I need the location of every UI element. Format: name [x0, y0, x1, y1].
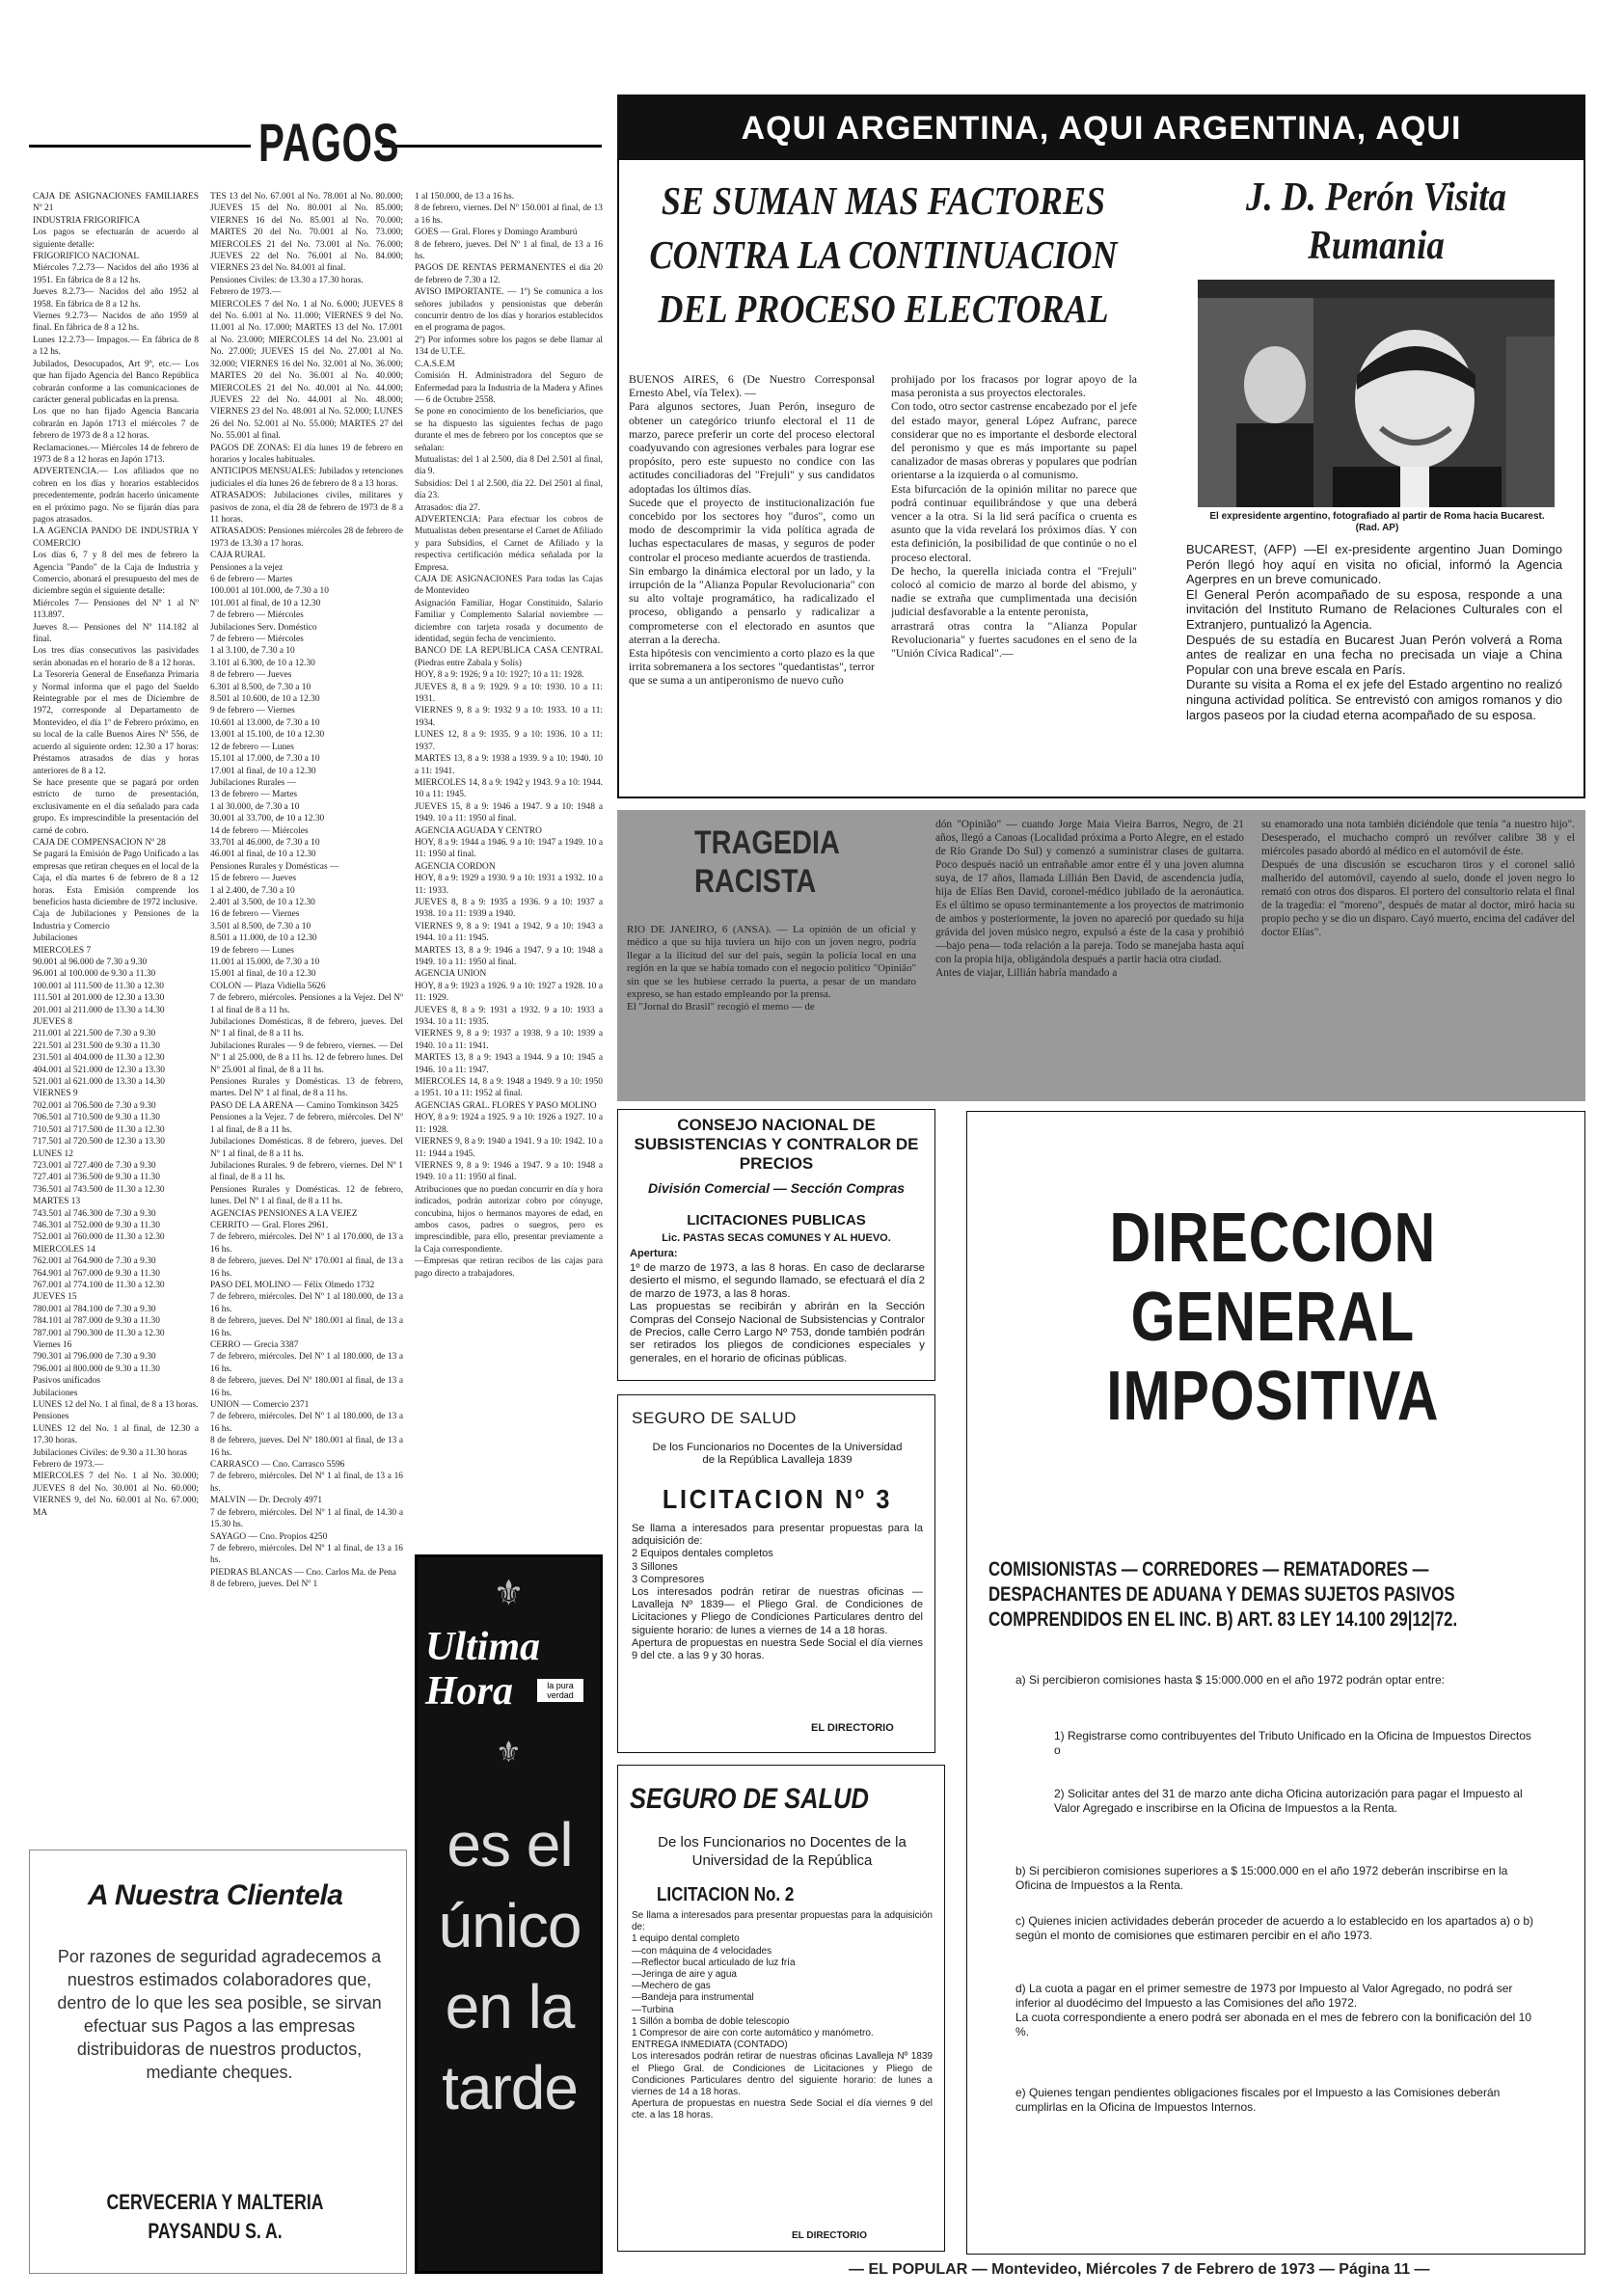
pagos-rule-left: [29, 145, 251, 148]
seguro2-lic: LICITACION No. 2: [657, 1884, 795, 1905]
seguro-salud-notice-2: [617, 1765, 945, 2252]
pagos-column-2: TES 13 del No. 67.001 al No. 78.001 al No. 80.000; JUEVES 15 del No. 80.001 al No. 85.000; VIERNES 16 del No. 85.001 al No. 70.000; MARTES 20 del No. 70.001 al No. 73.000; MIERCOLES 21 del No. 73.001 al No. 76.000; JUEVES 22 del No. 76.001 al No. 84.000; VIERNES 23 del No. 84.001 al final. Pensiones Civiles: de 13.30 a 17.30 horas. Febrero de 1973.— MIERCOLES 7 del No. 1 al No. 6.000; JUEVES 8 del No. 6.001 al No. 11.000; VIERNES 9 del No. 11.001 al No. 17.000; MARTES 13 del No. 17.001 al No. 23.000; MIERCOLES 14 del No. 23.001 al No. 27.000; JUEVES 15 del No. 27.001 al No. 32.000; VIERNES 16 del No. 32.001 al No. 36.000; MARTES 20 del No. 36.001 al No. 40.000; MIERCOLES 21 del No. 40.001 al No. 44.000; JUEVES 22 del No. 44.001 al No. 48.000; VIERNES 23 del No. 48.001 al No. 52.000; LUNES 26 del No. 52.001 al No. 55.000; MARTES 27 del No. 55.001 al final. PAGOS DE ZONAS: El día lunes 19 de febrero en horarios y locales habituales. ANTICIPOS MENSUALES: Jubilados y retenciones judiciales el día lunes 26 de febrero de 8 a 13 horas. ATRASADOS: Jubilaciones civiles, militares y pasivos de zona, el día 28 de febrero de 1973 de 8 a 11 horas. ATRASADOS: Pensiones miércoles 28 de febrero de 1973 de 13.30 a 17 horas. CAJA RURAL Pensiones a la vejez 6 de febrero — Martes 100.001 al 101.000, de 7.30 a 10 101.001 al final, de 10 a 12.30 7 de febrero — Miércoles Jubilaciones Serv. Doméstico 7 de febrero — Miércoles 1 al 3.100, de 7.30 a 10 3.101 al 6.300, de 10 a 12.30 8 de febrero — Jueves 6.301 al 8.500, de 7.30 a 10 8.501 al 10.600, de 10 a 12.30 9 de febrero — Viernes 10.601 al 13.000, de 7.30 a 10 13.001 al 15.100, de 10 a 12.30 12 de febrero — Lunes 15.101 al 17.000, de 7.30 a 10 17.001 al final, de 10 a 12.30 Jubilaciones Rurales — 13 de febrero — Martes 1 al 30.000, de 7.30 a 10 30.001 al 33.700, de 10 a 12.30 14 de febrero — Miércoles 33.701 al 46.000, de 7.30 a 10 46.001 al final, de 10 a 12.30 Pensiones Rurales y Domésticas — 15 de febrero — Jueves 1 al 2.400, de 7.30 a 10 2.401 al 3.500, de 10 a 12.30 16 de febrero — Viernes 3.501 al 8.500, de 7.30 a 10 8.501 a 11.000, de 10 a 12.30 19 de febrero — Lunes 11.001 al 15.000, de 7.30 a 10 15.001 al final, de 10 a 12.30 COLON — Plaza Vidiella 5626 7 de febrero, miércoles. Pensiones a la Vejez. Del Nº 1 al final de 8 a 11 hs. Jubilaciones Domésticas, 8 de febrero, jueves. Del Nº 1 al final, de 8 a 11 hs. Jubilaciones Rurales — 9 de febrero, viernes. — Del Nº 1 al 25.000, de 8 a 11 hs. 12 de febrero lunes. Del Nº 25.001 al final, de 8 a 11 hs. Pensiones Rurales y Domésticas. 13 de febrero, martes. Del Nº 1 al final, de 8 a 11 hs. PASO DE LA ARENA — Camino Tomkinson 3425 Pensiones a la Vejez. 7 de febrero, miércoles. Del Nº 1 al final, de 8 a 11 hs. Jubilaciones Domésticas. 8 de febrero, jueves. Del Nº 1 al final, de 8 a 11 hs. Jubilaciones Rurales. 9 de febrero, viernes. Del Nº 1 al final, de 8 a 11 hs. Pensiones Rurales y Domésticas. 12 de febrero, lunes. Del Nº 1 al final, de 8 a 11 hs. AGENCIAS PENSIONES A LA VEJEZ CERRITO — Gral. Flores 2961. 7 de febrero, miércoles. Del Nº 1 al 170.000, de 13 a 16 hs. 8 de febrero, jueves. Del Nº 170.001 al final, de 13 a 16 hs. PASO DEL MOLINO — Félix Olmedo 1732 7 de febrero, miércoles. Del Nº 1 al 180.000, de 13 a 16 hs. 8 de febrero, jueves. Del Nº 180.001 al final, de 13 a 16 hs. CERRO — Grecia 3387 7 de febrero, miércoles. Del Nº 1 al 180.000, de 13 a 16 hs. 8 de febrero, jueves. Del Nº 180.001 al final, de 13 a 16 hs. UNION — Comercio 2371 7 de febrero, miércoles. Del Nº 1 al 180.000, de 13 a 16 hs. 8 de febrero, jueves. Del Nº 180.001 al final, de 13 a 16 hs. CARRASCO — Cno. Carrasco 5596 7 de febrero, miércoles. Del Nº 1 al final, de 13 a 16 hs. MALVIN — Dr. Decroly 4971 7 de febrero, miércoles. Del Nº 1 al final, de 14.30 a 15.30 hs. SAYAGO — Cno. Propios 4250 7 de febrero, miércoles. Del Nº 1 al final, de 13 a 16 hs. PIEDRAS BLANCAS — Cno. Carlos Ma. de Pena 8 de febrero, jueves. Del Nº 1: [210, 192, 403, 1590]
aqui-column-a: BUENOS AIRES, 6 (De Nuestro Corresponsal Ernesto Abel, vía Telex). — Para algunos sectores, Juan Perón, inseguro de obtener un categórico triunfo electoral el 11 de marzo, parece preferir un corte del proceso electoral coadyuvando con agresiones verbales para lograr ese propósito, pero este supuesto no condice con las actitudes conciliadoras del "Frejuli" y sus candidatos adoptadas los últimos días. Sucede que el proyecto de institucionalización fue concebido por los sectores hoy "duros", como un modo de descomprimir la vida política agrada de luchas espectaculares de masas, y seguros de poder controlar el proceso mediante acuerdos de trastienda. Sin embargo la dinámica electoral por un lado, y la irrupción de la "Alianza Popular Revolucionaria" con su alto voltaje programático, ha radicalizado el proceso, obligando a pensarlo y radicalizar a comprometerse con el electorado en asuntos que aterran a la derecha. Esta hipótesis con vencimiento a corto plazo es la que irrita sobremanera a los sectores "quedantistas", terror que se suma a un antiperonismo de nuevo cuño: [629, 372, 875, 688]
seguro2-sign: EL DIRECTORIO: [792, 2230, 867, 2241]
seguro1-lic: LICITACION Nº 3: [662, 1484, 893, 1514]
peron-photo: [1198, 280, 1555, 507]
peron-headline: J. D. Perón Visita Rumania: [1245, 176, 1507, 268]
consejo-division: División Comercial — Sección Compras: [647, 1180, 906, 1196]
clientela-body: Por razones de seguridad agradecemos a nuestros estimados colaboradores que, dentro de lo que les sea posible, se sirvan efectuar sus Pagos a las empresas distribuidoras de nuestros productos, mediante cheques.: [57, 1947, 382, 2082]
consejo-licitaciones: LICITACIONES PUBLICAS: [687, 1212, 866, 1229]
tragedia-title: TRAGEDIA RACISTA: [694, 824, 839, 900]
peron-photo-image: [1198, 298, 1555, 507]
dgi-item-b: b) Si percibieron comisiones superiores a $ 15:000.000 en el año 1972 deberán inscribirse en la Oficina de Impuestos a la Renta.: [1015, 1864, 1508, 1892]
ornament-icon: ⚜: [493, 1574, 525, 1613]
dgi-notice: [966, 1111, 1585, 2255]
aqui-banner: AQUI ARGENTINA, AQUI ARGENTINA, AQUI: [619, 96, 1583, 160]
dgi-item-d: d) La cuota a pagar en el primer semestre de 1973 por Impuesto al Valor Agregado, no podrá ser inferior al duodécimo del Impuesto a las Comisiones del año 1972. La cuota correspondiente a enero podrá ser abonada en el mes de febrero con la bonificación del 10 %.: [1015, 1982, 1532, 2039]
tragedia-column-a: RIO DE JANEIRO, 6 (ANSA). — La opinión de un oficial y médico a que su hija tuviera un hijo con un joven negro, podría llegar a la ilicitud del sur del país, según la policía local en una región en la que se había tomado con el negocio político "Opinião" sin que se les hubiese cerrado la puerta, a pesar de un mandato expreso, se han estado empleando por la prensa. El "Jornal do Brasil" recogió el memo — de: [627, 924, 916, 1013]
aqui-column-b: prohijado por los fracasos por lograr apoyo de la masa peronista a sus proyectos electorales. Con todo, otro sector castrense encabezado por el jefe del estado mayor, general López Aufranc, parece considerar que no es importante el desborde electoral del peronismo y que es más importante su papel canalizador de masas obreras y populares que podrían orientarse a la izquierda o al comunismo. Esta bifurcación de la opinión militar no parece que podrá continuar equilibrándose y que una deberá vencer a la otra. Si la lid será pacífica o cruenta es asunto que la vida revelará los próximos días. Y con esta definición, la posibilidad de que continúe o no el proceso electoral. De hecho, la querella iniciada contra el "Frejuli" colocó al comicio de marzo al borde del abismo, y nadie se extraña que cumplimentada una decisión judicial desfavorable a la entente peronista, arrastrará otras contra la "Alianza Popular Revolucionaria" y fuertes sacudones en el seno de la "Unión Cívica Radical".—: [891, 372, 1137, 661]
tragedia-section: [617, 810, 1585, 1101]
ornament-icon-2: ⚜: [496, 1736, 522, 1769]
tragedia-column-c: su enamorado una nota también diciéndole que tenía "a nuestro hijo". Desesperado, el muchacho compró un revólver calibre 38 y el miércoles pasado abordó al médico en el automóvil de éste. Después de una discusión se escucharon tiros y el coronel salió malherido del automóvil, cayendo al suelo, donde el joven negro lo remató con otros dos disparos. El portero del consultorio relata el final de la tragedia: el "moreno", después de matar al doctor, miró hacia su propio pecho y se dio un disparo. Cayó muerto, encima del cadáver del doctor Elías".: [1261, 819, 1575, 938]
dgi-title: DIRECCION GENERAL IMPOSITIVA: [1106, 1200, 1440, 1435]
ultima-hora-slogan: es el único en la tarde: [438, 1810, 582, 2122]
seguro1-sign: EL DIRECTORIO: [811, 1722, 894, 1734]
pagos-column-3: 1 al 150.000, de 13 a 16 hs. 8 de febrero, viernes. Del Nº 150.001 al final, de 13 a 16 hs. GOES — Gral. Flores y Domingo Aramburú 8 de febrero, jueves. Del Nº 1 al final, de 13 a 16 hs. PAGOS DE RENTAS PERMANENTES el día 20 de febrero de 7.30 a 12. AVISO IMPORTANTE. — 1º) Se comunica a los señores jubilados y pensionistas que deberán concurrir dentro de los días y horarios establecidos en el programa de pagos. 2º) Por informes sobre los pagos se debe llamar al 134 de U.T.E. C.A.S.E.M Comisión H. Administradora del Seguro de Enfermedad para la Industria de la Madera y Afines — 6 de Octubre 2558. Se pone en conocimiento de los beneficiarios, que se ha dispuesto las siguientes fechas de pago durante el mes de febrero por los conceptos que se señalan: Mutualistas: del 1 al 2.500, día 8 Del 2.501 al final, día 9. Subsidios: Del 1 al 2.500, día 22. Del 2501 al final, día 23. Atrasados: día 27. ADVERTENCIA: Para efectuar los cobros de Mutualistas deben presentarse el Carnet de Afiliado y para Subsidios, el Carnet de Afiliado y la respectiva certificación médica señalada por la Empresa. CAJA DE ASIGNACIONES Para todas las Cajas de Montevideo Asignación Familiar, Hogar Constituido, Salario Familiar y Complemento Salarial noviembre — diciembre con tarjeta rosada y documento de identidad, según fecha de vencimiento. BANCO DE LA REPUBLICA CASA CENTRAL (Piedras entre Zabala y Solís) HOY, 8 a 9: 1926; 9 a 10: 1927; 10 a 11: 1928. JUEVES 8, 8 a 9: 1929. 9 a 10: 1930. 10 a 11: 1931. VIERNES 9, 8 a 9: 1932 9 a 10: 1933. 10 a 11: 1934. LUNES 12, 8 a 9: 1935. 9 a 10: 1936. 10 a 11: 1937. MARTES 13, 8 a 9: 1938 a 1939. 9 a 10: 1940. 10 a 11: 1941. MIERCOLES 14, 8 a 9: 1942 y 1943. 9 a 10: 1944. 10 a 11: 1945. JUEVES 15, 8 a 9: 1946 a 1947. 9 a 10: 1948 a 1949. 10 a 11: 1950 al final. AGENCIA AGUADA Y CENTRO HOY, 8 a 9: 1944 a 1946. 9 a 10: 1947 a 1949. 10 a 11: 1950 al final. AGENCIA CORDON HOY, 8 a 9: 1929 a 1930. 9 a 10: 1931 a 1932. 10 a 11: 1933. JUEVES 8, 8 a 9: 1935 a 1936. 9 a 10: 1937 a 1938. 10 a 11: 1939 a 1940. VIERNES 9, 8 a 9: 1941 a 1942. 9 a 10: 1943 a 1944. 10 a 11: 1945. MARTES 13, 8 a 9: 1946 a 1947. 9 a 10: 1948 a 1949. 10 a 11: 1950 al final. AGENCIA UNION HOY, 8 a 9: 1923 a 1926. 9 a 10: 1927 a 1928. 10 a 11: 1929. JUEVES 8, 8 a 9: 1931 a 1932. 9 a 10: 1933 a 1934. 10 a 11: 1935. VIERNES 9, 8 a 9: 1937 a 1938. 9 a 10: 1939 a 1940. 10 a 11: 1941. MARTES 13, 8 a 9: 1943 a 1944. 9 a 10: 1945 a 1946. 10 a 11: 1947. MIERCOLES 14, 8 a 9: 1948 a 1949. 9 a 10: 1950 a 1951. 10 a 11: 1952 al final. AGENCIAS GRAL. FLORES Y PASO MOLINO HOY, 8 a 9: 1924 a 1925. 9 a 10: 1926 a 1927. 10 a 11: 1928. VIERNES 9, 8 a 9: 1940 a 1941. 9 a 10: 1942. 10 a 11: 1944 a 1945. VIERNES 9, 8 a 9: 1946 a 1947. 9 a 10: 1948 a 1949. 10 a 11: 1950 al final. Atribuciones que no puedan concurrir en día y hora indicados, podrán autorizar cobro por cónyuge, concubina, hijos o hermanos mayores de edad, en ambos casos, padres o suegros, pero es imprescindible, para ello, presentar previamente a la Caja correspondiente. —Empresas que retiran recibos de las cajas para pago directo a trabajadores.: [415, 192, 603, 1279]
peron-body: BUCAREST, (AFP) —El ex-presidente argentino Juan Domingo Perón llegó hoy aquí en visita no oficial, informó la Agencia Agerpres en un breve comunicado. El General Perón acompañado de su esposa, responde a una invitación del Instituto Rumano de Relaciones Culturales con el Extranjero, puntualizó la Agencia. Después de su estadía en Bucarest Juan Perón volverá a Roma antes de realizar en una fecha no precisada un viaje a China Popular con una breve escala en París. Durante su visita a Roma el ex jefe del Estado argentino no realizó ninguna actividad política. Se entrevistó con amigos romanos y dio largos paseos por la ciudad eterna acompañado de su esposa.: [1186, 542, 1562, 722]
dgi-item-a1: 1) Registrarse como contribuyentes del Tributo Unificado en la Oficina de Impuestos Directos o: [1054, 1729, 1531, 1757]
seguro1-title: SEGURO DE SALUD: [632, 1409, 797, 1427]
aqui-argentina-section: [617, 95, 1585, 798]
pagos-title: PAGOS: [258, 112, 400, 173]
consejo-notice: [617, 1109, 935, 1381]
logo-hora: Hora: [425, 1669, 514, 1714]
peron-caption: El expresidente argentino, fotografiado al partir de Roma hacia Bucarest. (Rad. AP): [1209, 511, 1545, 533]
seguro1-sub: De los Funcionarios no Docentes de la Universidad de la República Lavalleja 1839: [652, 1442, 903, 1467]
consejo-apertura: Apertura:: [630, 1248, 678, 1259]
dgi-item-a2: 2) Solicitar antes del 31 de marzo ante dicha Oficina autorización para pagar el Impuesto al Valor Agregado e inscribirse en la Oficina de Impuestos a la Renta.: [1054, 1787, 1523, 1815]
logo-ultima: Ultima: [425, 1625, 541, 1669]
page-footer: — EL POPULAR — Montevideo, Miércoles 7 de Febrero de 1973 — Página 11 —: [849, 2261, 1430, 2278]
aqui-headline: SE SUMAN MAS FACTORES CONTRA LA CONTINUACION DEL PROCESO ELECTORAL: [649, 178, 1118, 331]
pagos-column-1: CAJA DE ASIGNACIONES FAMILIARES Nº 21 INDUSTRIA FRIGORIFICA Los pagos se efectuarán de acuerdo al siguiente detalle: FRIGORIFICO NACIONAL Miércoles 7.2.73— Nacidos del año 1936 al 1951. En fábrica de 8 a 12 hs. Jueves 8.2.73— Nacidos del año 1952 al 1958. En fábrica de 8 a 12 hs. Viernes 9.2.73— Nacidos de año 1959 al final. En fábrica de 8 a 12 hs. Lunes 12.2.73— Impagos.— En fábrica de 8 a 12 hs. Jubilados, Desocupados, Art 9º, etc.— Los que han fijado Agencia del Banco República cobrarán conforme a las comunicaciones de carácter general publicadas en la prensa. Los que no han fijado Agencia Bancaria cobrarán en Japón 1713 el miércoles 7 de febrero de 1973 de 8 a 12 horas. Reclamaciones.— Miércoles 14 de febrero de 1973 de 8 a 12 horas en Japón 1713. ADVERTENCIA.— Los afiliados que no cobren en los días y horarios establecidos precedentemente, podrán hacerlo únicamente en el próximo pago. No se fijarán días para pagos atrasados. LA AGENCIA PANDO DE INDUSTRIA Y COMERCIO Los días 6, 7 y 8 del mes de febrero la Agencia "Pando" de la Caja de Industria y Comercio, abonará el presupuesto del mes de diciembre según el siguiente detalle: Miércoles 7— Pensiones del Nº 1 al Nº 113.897. Jueves 8.— Pensiones del Nº 114.182 al final. Los tres días consecutivos las pasividades serán abonadas en el horario de 8 a 12 horas. La Tesorería General de Enseñanza Primaria y Normal informa que el pago del Sueldo Reintegrable por el mes de Diciembre de 1972, corresponde al Departamento de Montevideo, el día 1º de Febrero próximo, en su local de la calle Buenos Aires Nº 556, de acuerdo al siguiente orden: 12.30 a 17 horas: Préstamos atrasados de días y horas anteriores de 8 a 12. Se hace presente que se pagará por orden estricto de turno de presentación, exclusivamente en el día señalado para cada grupo. Es imprescindible la presentación del carné de cobro. CAJA DE COMPENSACION Nº 28 Se pagará la Emisión de Pago Unificado a las empresas que retiran cheques en el local de la Caja, el día martes 6 de febrero de 8 a 12 horas. Esta Emisión comprende los beneficios hasta diciembre de 1972 inclusive. Caja de Jubilaciones y Pensiones de la Industria y Comercio Jubilaciones MIERCOLES 7 90.001 al 96.000 de 7.30 a 9.30 96.001 al 100.000 de 9.30 a 11.30 100.001 al 111.500 de 11.30 a 12.30 111.501 al 201.000 de 12.30 a 13.30 201.001 al 211.000 de 13.30 a 14.30 JUEVES 8 211.001 al 221.500 de 7.30 a 9.30 221.501 al 231.500 de 9.30 a 11.30 231.501 al 404.000 de 11.30 a 12.30 404.001 al 521.000 de 12.30 a 13.30 521.001 al 621.000 de 13.30 a 14.30 VIERNES 9 702.001 al 706.500 de 7.30 a 9.30 706.501 al 710.500 de 9.30 a 11.30 710.501 al 717.500 de 11.30 a 12.30 717.501 al 720.500 de 12.30 a 13.30 LUNES 12 723.001 al 727.400 de 7.30 a 9.30 727.401 al 736.500 de 9.30 a 11.30 736.501 al 743.500 de 11.30 a 12.30 MARTES 13 743.501 al 746.300 de 7.30 a 9.30 746.301 al 752.000 de 9.30 a 11.30 752.001 al 760.000 de 11.30 a 12.30 MIERCOLES 14 762.001 al 764.900 de 7.30 a 9.30 764.901 al 767.000 de 9.30 a 11.30 767.001 al 774.100 de 11.30 a 12.30 JUEVES 15 780.001 al 784.100 de 7.30 a 9.30 784.101 al 787.000 de 9.30 a 11.30 787.001 al 790.300 de 11.30 a 12.30 Viernes 16 790.301 al 796.000 de 7.30 a 9.30 796.001 al 800.000 de 9.30 a 11.30 Pasivos unificados Jubilaciones LUNES 12 del No. 1 al final, de 8 a 13 horas. Pensiones LUNES 12 del No. 1 al final, de 12.30 a 17.30 horas. Jubilaciones Civiles: de 9.30 a 11.30 horas Febrero de 1973.— MIERCOLES 7 del No. 1 al No. 30.000; JUEVES 8 del No. 30.001 al No. 60.000; VIERNES 9, del No. 60.001 al No. 67.000; MA: [33, 192, 199, 1518]
clientela-signature: CERVECERIA Y MALTERIA PAYSANDU S. A.: [106, 2190, 324, 2243]
clientela-title: A Nuestra Clientela: [88, 1879, 343, 1911]
dgi-item-a: a) Si percibieron comisiones hasta $ 15:000.000 en el año 1972 podrán optar entre:: [1015, 1673, 1445, 1687]
ultima-hora-logo: [423, 1625, 598, 1731]
tragedia-column-b: dón "Opinião" — cuando Jorge Maia Vieira Barros, Negro, de 21 años, llegó a Canoas (Localidad próxima a Porto Alegre, en el estado de Río Grande Do Sul) y comenzó a suministrar clases de guitarra. Poco después nació un entrañable amor entre él y una joven alumna suya, de 17 años, llamada Lillián Ben David, de ascendencia judía, hija de Elías Ben David, coronel-médico jubilado de la aeronáutica. Es el último se opuso terminantemente a los proyectos de matrimonio de ambos y posteriormente, la joven no apareció por quedado su hija grávida del joven músico negro, expulsó a éste de la casa y prohibió —bajo pena— toda relación a la pareja. Todo se manejaba hasta aquí con la propia hija, obligándola después a partir hacia otra ciudad. Antes de viajar, Lillián habría mandado a: [935, 819, 1244, 979]
clientela-ad: [29, 1850, 407, 2274]
logo-tagline: la pura verdad: [537, 1679, 583, 1702]
dgi-item-c: c) Quienes inicien actividades deberán proceder de acuerdo a lo establecido en los apartados a) o b) según el monto de comisiones que estimaren percibir en el año 1973.: [1015, 1914, 1533, 1942]
pagos-rule-right: [382, 145, 602, 148]
ultima-hora-ad: [415, 1554, 603, 2274]
seguro2-sub: De los Funcionarios no Docentes de la Universidad de la República: [658, 1834, 907, 1869]
seguro2-body: Se llama a interesados para presentar propuestas para la adquisición de: 1 equipo dental completo —con máquina de 4 velocidades —Reflector bucal articulado de luz fría —Jeringa de aire y agua —Mechero de gas —Bandeja para instrumental —Turbina 1 Sillón a bomba de doble telescopio 1 Compresor de aire con corte automático y manómetro. ENTREGA INMEDIATA (CONTADO) Los interesados podrán retirar de nuestras oficinas Lavalleja Nº 1839 el Pliego Gral. de Condiciones de Licitaciones y Pliego de Condiciones Particulares dentro del siguiente horario: de lunes a viernes de 14 a 18 horas. Apertura de propuestas en nuestra Sede Social el día viernes 9 del cte. a las 18 horas.: [632, 1910, 933, 2121]
dgi-item-e: e) Quienes tengan pendientes obligaciones fiscales por el Impuesto a las Comisiones deberán cumplirlas en la Oficina de Impuestos Internos.: [1015, 2086, 1501, 2114]
consejo-title: CONSEJO NACIONAL DE SUBSISTENCIAS Y CONTRALOR DE PRECIOS: [634, 1116, 919, 1173]
consejo-lic-sub: Lic. PASTAS SECAS COMUNES Y AL HUEVO.: [662, 1232, 891, 1244]
seguro2-title: SEGURO DE SALUD: [630, 1783, 869, 1815]
seguro1-body: Se llama a interesados para presentar propuestas para la adquisición de: 2 Equipos dentales completos 3 Sillones 3 Compresores Los interesados podrán retirar de nuestras oficinas —Lavalleja Nº 1839— el Pliego Gral. de Condiciones de Licitaciones y Pliego de Condiciones Particulares dentro del siguiente horario: de lunes a viernes de 14 a 18 horas. Apertura de propuestas en nuestra Sede Social el día viernes 9 del cte. a las 9 y 30 horas.: [632, 1523, 923, 1662]
dgi-subtitle: COMISIONISTAS — CORREDORES — REMATADORES — DESPACHANTES DE ADUANA Y DEMAS SUJETOS PASIVOS COMPRENDIDOS EN EL INC. B) ART. 83 LEY 14.100 29|12|72.: [988, 1558, 1458, 1631]
consejo-body: 1º de marzo de 1973, a las 8 horas. En caso de declararse desierto el mismo, el segundo llamado, se efectuará el día 2 de marzo de 1973, a las 8 horas. Las propuestas se recibirán y abrirán en la Sección Compras del Consejo Nacional de Subsistencias y Contralor de Precios, calle Cerro Largo Nº 753, donde también podrán ser retirados los pliegos de condiciones especiales y generales, en el horario de oficinas públicas.: [630, 1262, 925, 1364]
seguro-salud-notice-1: [617, 1394, 935, 1753]
